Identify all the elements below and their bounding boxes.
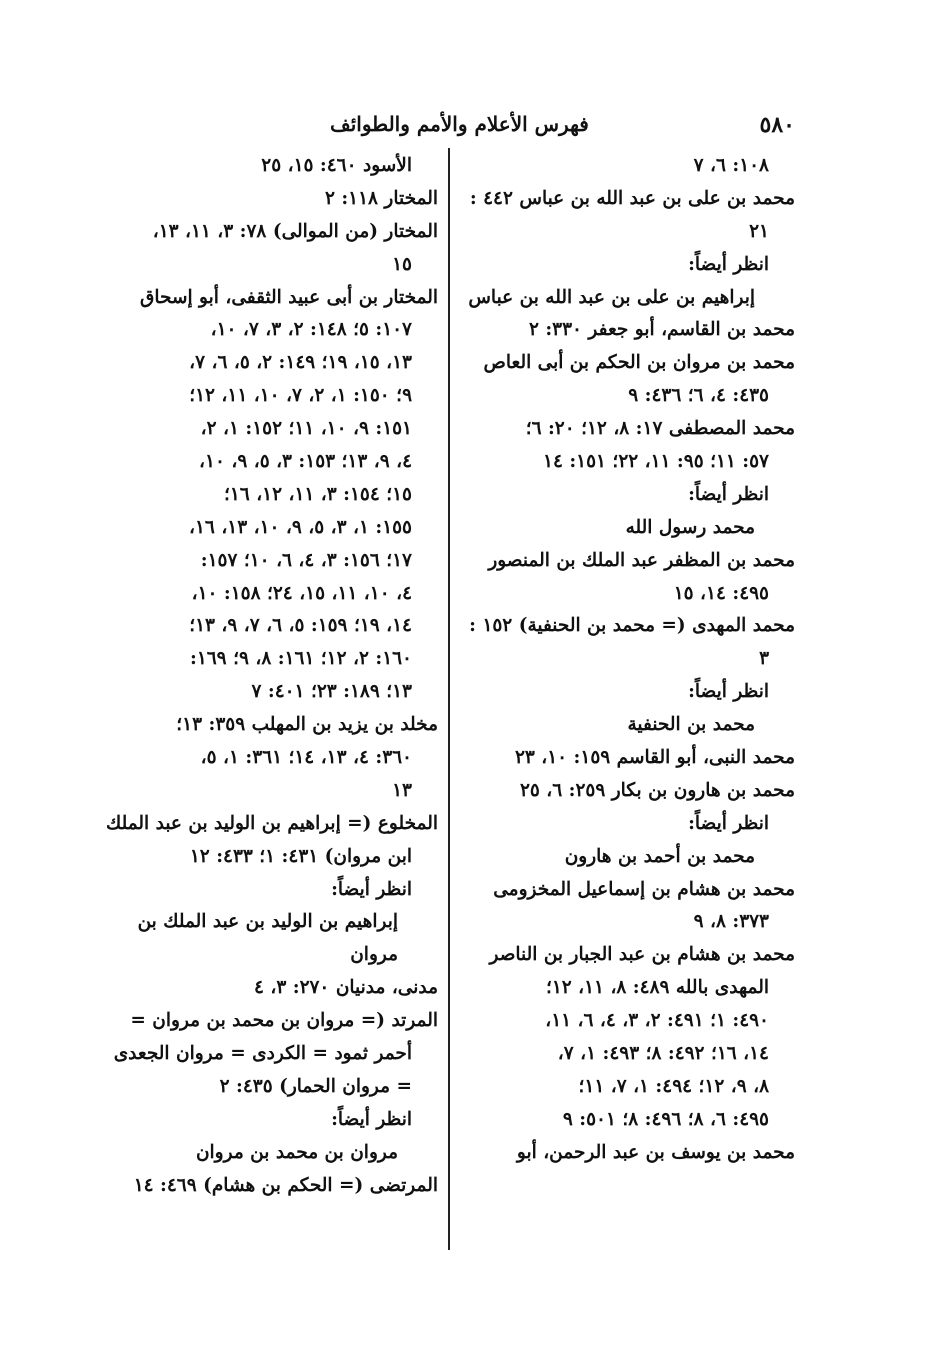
index-line: انظر أيضاً: xyxy=(688,812,769,834)
index-line: محمد النبى، أبو القاسم ١٥٩: ١٠، ٢٣ xyxy=(514,747,795,769)
index-line: ٤٩٠: ١؛ ٤٩١: ٢، ٣، ٤، ٦، ١١، xyxy=(545,1010,769,1032)
column-divider xyxy=(448,148,450,1250)
index-line: ٨، ٩، ١٢؛ ٤٩٤: ١، ٧، ١١؛ xyxy=(578,1075,769,1097)
index-line: انظر أيضاً: xyxy=(688,681,769,703)
index-line: = مروان الحمار) ٤٣٥: ٢ xyxy=(219,1075,412,1097)
index-line: إبراهيم بن الوليد بن عبد الملك بن xyxy=(137,911,398,933)
index-line: مدنى، مدنيان ٢٧٠: ٣، ٤ xyxy=(253,977,438,999)
index-line: محمد المهدى (= محمد بن الحنفية) ١٥٢ : xyxy=(469,615,795,637)
index-line: المختار ١١٨: ٢ xyxy=(324,187,438,209)
index-line: مروان xyxy=(350,944,398,966)
index-line: محمد بن هشام بن عبد الجبار بن الناصر xyxy=(489,944,795,966)
index-line: المهدى بالله ٤٨٩: ٨، ١١، ١٢؛ xyxy=(545,977,769,999)
index-line: انظر أيضاً: xyxy=(331,878,412,900)
index-line: محمد بن المظفر عبد الملك بن المنصور xyxy=(488,549,795,571)
index-line: المختار (من الموالى) ٧٨: ٣، ١١، ١٣، xyxy=(152,220,438,242)
index-line: ١٣، ١٥، ١٩؛ ١٤٩: ٢، ٥، ٦، ٧، xyxy=(189,352,412,374)
index-line: ٩؛ ١٥٠: ١، ٢، ٧، ١٠، ١١، ١٢؛ xyxy=(189,385,412,407)
index-line: محمد بن هشام بن إسماعيل المخزومى xyxy=(493,878,795,900)
index-line: المخلوع (= إبراهيم بن الوليد بن عبد الملك xyxy=(105,812,438,834)
index-line: محمد المصطفى ١٧: ٨، ١٢؛ ٢٠: ٦؛ xyxy=(525,418,795,440)
index-column-right xyxy=(462,150,795,1170)
index-line: محمد رسول الله xyxy=(625,516,755,538)
index-line: ١٠٧: ٥؛ ١٤٨: ٢، ٣، ٧، ١٠، xyxy=(210,319,412,341)
index-line: ٤، ١٠، ١١، ١٥، ٢٤؛ ١٥٨: ١٠، xyxy=(191,582,412,604)
index-line: ١٤، ١٩؛ ١٥٩: ٥، ٦، ٧، ٩، ١٣؛ xyxy=(189,615,412,637)
index-line: مروان بن محمد بن مروان xyxy=(195,1141,398,1163)
index-line: ٤٣٥: ٤، ٦؛ ٤٣٦: ٩ xyxy=(628,385,769,407)
index-line: محمد بن على بن عبد الله بن عباس ٤٤٢ : xyxy=(469,187,795,209)
index-line: ١٥؛ ١٥٤: ٣، ١١، ١٢، ١٦؛ xyxy=(223,483,412,505)
index-line: ٥٧: ١١؛ ٩٥: ١١، ٢٢؛ ١٥١: ١٤ xyxy=(543,451,769,473)
index-line: أحمر ثمود = الكردى = مروان الجعدى xyxy=(113,1043,412,1065)
page-number: ٥٨٠ xyxy=(759,112,795,138)
index-line: ١٣ xyxy=(392,779,412,801)
index-line: انظر أيضاً: xyxy=(688,483,769,505)
index-line: محمد بن الحنفية xyxy=(627,714,755,736)
index-line: محمد بن أحمد بن هارون xyxy=(564,845,755,867)
index-line: ١٤، ١٦؛ ٤٩٢: ٨؛ ٤٩٣: ١، ٧، xyxy=(557,1043,769,1065)
index-line: المرتد (= مروان بن محمد بن مروان = xyxy=(130,1010,438,1032)
index-line: المرتضى (= الحكم بن هشام) ٤٦٩: ١٤ xyxy=(133,1174,438,1196)
index-line: ١٥١: ٩، ١٠، ١١؛ ١٥٢: ١، ٢، xyxy=(200,418,412,440)
index-line: ٣٧٣: ٨، ٩ xyxy=(693,911,769,933)
page-header xyxy=(330,112,795,146)
index-line: ٣ xyxy=(759,648,769,670)
running-title: فهرس الأعلام والأمم والطوائف xyxy=(330,112,589,136)
index-line: ٤٩٥: ٦، ٨؛ ٤٩٦: ٨؛ ٥٠١: ٩ xyxy=(562,1108,769,1130)
index-column-left xyxy=(100,150,438,1203)
index-line: ١٠٨: ٦، ٧ xyxy=(693,155,769,176)
index-line: ٣٦٠: ٤، ١٣، ١٤؛ ٣٦١: ١، ٥، xyxy=(200,747,412,769)
index-line: ٢١ xyxy=(749,220,769,242)
index-line: ١٥٥: ١، ٣، ٥، ٩، ١٠، ١٣، ١٦، xyxy=(189,516,412,538)
index-line: ١٧؛ ١٥٦: ٣، ٤، ٦، ١٠؛ ١٥٧: xyxy=(200,549,412,571)
index-line: محمد بن القاسم، أبو جعفر ٣٣٠: ٢ xyxy=(528,319,795,341)
index-line: المختار بن أبى عبيد الثقفى، أبو إسحاق xyxy=(140,286,438,308)
index-line: محمد بن يوسف بن عبد الرحمن، أبو xyxy=(516,1141,795,1163)
index-line: إبراهيم بن على بن عبد الله بن عباس xyxy=(468,286,755,308)
index-line: محمد بن هارون بن بكار ٢٥٩: ٦، ٢٥ xyxy=(519,779,795,801)
index-line: ١٦٠: ٢، ١٢؛ ١٦١: ٨، ٩؛ ١٦٩: xyxy=(189,648,412,670)
index-line: ٤، ٩، ١٣؛ ١٥٣: ٣، ٥، ٩، ١٠، xyxy=(199,451,412,473)
index-line: الأسود ٤٦٠: ١٥، ٢٥ xyxy=(261,155,412,176)
index-line: مخلد بن يزيد بن المهلب ٣٥٩: ١٣؛ xyxy=(176,714,438,736)
index-line: محمد بن مروان بن الحكم بن أبى العاص xyxy=(483,352,795,374)
index-line: ١٣؛ ١٨٩: ٢٣؛ ٤٠١: ٧ xyxy=(251,681,412,703)
index-line: انظر أيضاً: xyxy=(331,1108,412,1130)
index-line: ١٥ xyxy=(392,253,412,275)
index-line: انظر أيضاً: xyxy=(688,253,769,275)
index-line: ٤٩٥: ١٤، ١٥ xyxy=(673,582,769,604)
index-line: ابن مروان) ٤٣١: ١؛ ٤٣٣: ١٢ xyxy=(189,845,412,867)
